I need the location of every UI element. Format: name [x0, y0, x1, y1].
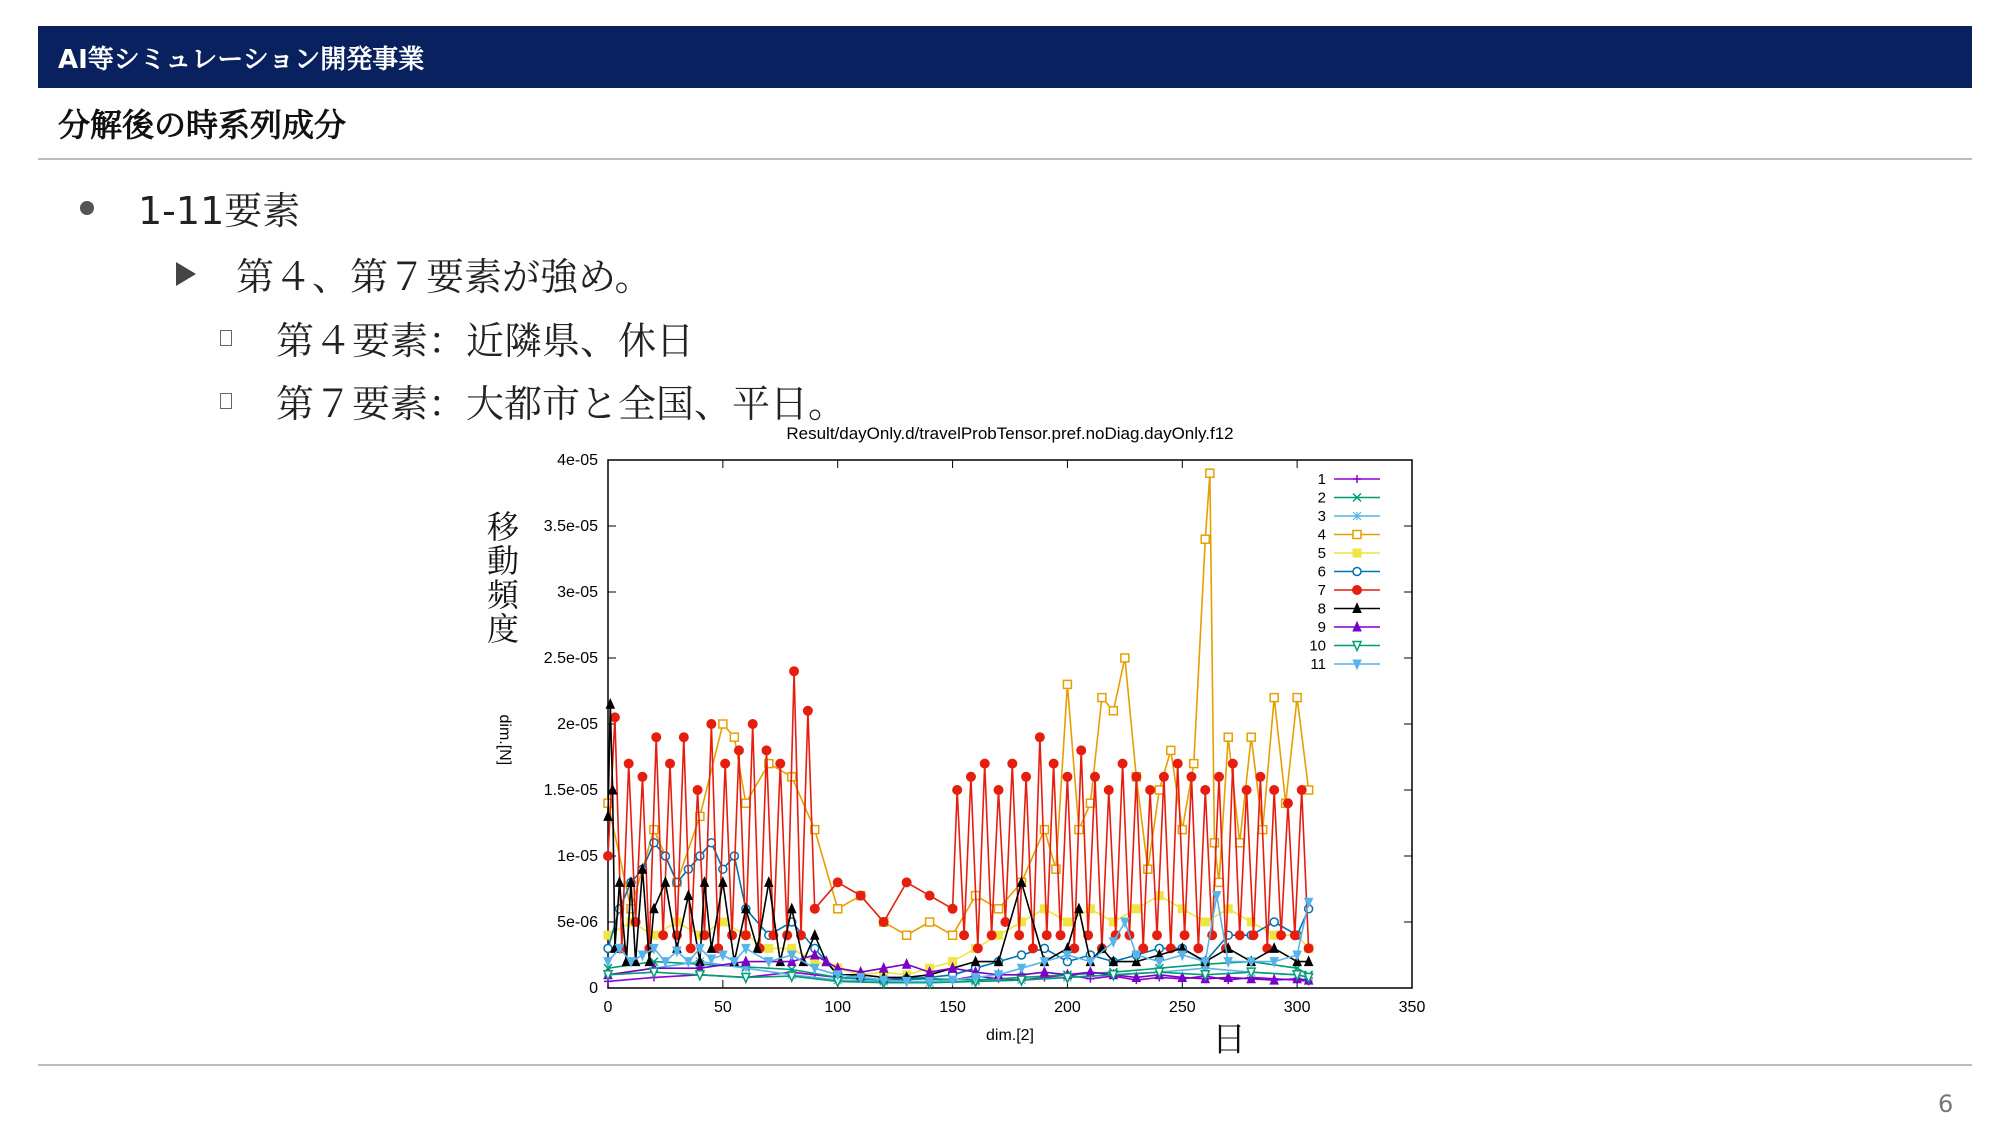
series-5-point [1063, 918, 1071, 926]
series-4-point [926, 918, 934, 926]
series-7-point [1153, 931, 1162, 940]
x-tick-label: 250 [1168, 999, 1196, 1016]
series-7-point [1090, 772, 1099, 781]
series-7-point [1008, 759, 1017, 768]
series-7-point [748, 720, 757, 729]
series-6-point [650, 839, 658, 847]
bullet-box-icon [220, 393, 232, 409]
x-tick-label: 50 [713, 999, 732, 1016]
series-4-point [1215, 878, 1223, 886]
series-7-point [1283, 799, 1292, 808]
legend-label: 9 [1317, 619, 1326, 636]
x-tick-label: 350 [1398, 999, 1426, 1016]
series-10-point [788, 972, 796, 981]
series-4-point [730, 733, 738, 741]
series-4-point [719, 720, 727, 728]
series-7-point [652, 733, 661, 742]
legend-label: 11 [1310, 656, 1326, 673]
series-7-point [1277, 931, 1286, 940]
series-7-point [1242, 786, 1251, 795]
series-4-point [1247, 733, 1255, 741]
series-7 [604, 667, 1314, 953]
series-7-point [686, 944, 695, 953]
series-7-point [790, 667, 799, 676]
x-axis-japanese-label: 日 [1212, 1020, 1246, 1060]
series-10-point [1017, 976, 1025, 985]
legend-swatch-marker [1353, 512, 1361, 520]
series-7-point [776, 759, 785, 768]
series-4-point [1109, 707, 1117, 715]
series-7-point [1077, 746, 1086, 755]
series-6-point [719, 865, 727, 873]
series-10-point [1063, 973, 1071, 982]
series-7-point [1015, 931, 1024, 940]
series-10 [604, 968, 1313, 988]
header-bar [38, 26, 1972, 88]
series-7-point [856, 891, 865, 900]
series-6-point [1017, 951, 1025, 959]
series-4-point [834, 905, 842, 913]
series-8-point [788, 904, 796, 913]
legend [1309, 471, 1380, 673]
legend-label: 5 [1317, 545, 1326, 562]
series-4-point [627, 905, 635, 913]
time-series-chart [470, 415, 1450, 1055]
series-6-point [1270, 918, 1278, 926]
series-7-point [1194, 944, 1203, 953]
legend-swatch-marker [1353, 531, 1361, 539]
chart-title: Result/dayOnly.d/travelProbTensor.pref.noDiag.dayOnly.f12 [786, 424, 1234, 443]
bullet-dot-icon [80, 201, 94, 215]
legend-label: 6 [1317, 563, 1326, 581]
legend-swatch-marker [1353, 549, 1361, 557]
series-8-point [615, 877, 623, 886]
x-tick-label: 100 [824, 999, 852, 1016]
header-title: AI等シミュレーション開発事業 [58, 44, 425, 75]
series-10-point [1247, 968, 1255, 977]
series-5-point [1132, 905, 1140, 913]
series-4-point [1201, 535, 1209, 543]
series-7-point [1056, 931, 1065, 940]
series-7-point [1022, 772, 1031, 781]
series-9-point [1086, 967, 1094, 976]
bullet-level2 [176, 246, 652, 301]
x-axis-label: dim.[2] [985, 1027, 1035, 1044]
series-4-point [1040, 826, 1048, 834]
series-7-point [741, 931, 750, 940]
series-7-point [1201, 786, 1210, 795]
series-7-point [1249, 931, 1258, 940]
series-7-point [953, 786, 962, 795]
series-7-point [734, 746, 743, 755]
series-7-point [1187, 772, 1196, 781]
y-tick-label: 1e-05 [557, 848, 598, 865]
page-number: 6 [1938, 1090, 1954, 1118]
legend-swatch-marker [1353, 475, 1361, 483]
series-7-point [902, 878, 911, 887]
series-7-point [980, 759, 989, 768]
footer-divider [38, 1064, 1972, 1066]
series-8-point [661, 877, 669, 886]
series-7-point [707, 720, 716, 729]
legend-swatch-marker [1353, 586, 1362, 595]
y-tick-label: 3e-05 [557, 584, 598, 601]
legend-label: 8 [1317, 600, 1326, 618]
series-5-point [765, 944, 773, 952]
series-4-point [995, 905, 1003, 913]
bullet-level1 [80, 180, 300, 235]
series-4-point [1098, 694, 1106, 702]
bullet-level3a-text: 第４要素：近隣県、休日 [276, 319, 695, 363]
series-4-point [1293, 694, 1301, 702]
series-7-point [879, 918, 888, 927]
series-7-point [1235, 931, 1244, 940]
series-4 [604, 469, 1313, 939]
series-4-point [1167, 746, 1175, 754]
y-tick-label: 4e-05 [557, 452, 598, 469]
series-7-point [1173, 759, 1182, 768]
legend-label: 3 [1317, 508, 1326, 525]
series-7-point [728, 931, 737, 940]
series-7-point [693, 786, 702, 795]
series-4-point [1155, 786, 1163, 794]
y-tick-label: 1.5e-05 [543, 782, 598, 799]
series-7-point [833, 878, 842, 887]
x-tick-label: 200 [1054, 999, 1081, 1016]
series-7-point [638, 772, 647, 781]
series-4-point [1144, 865, 1152, 873]
series-7-point [1035, 733, 1044, 742]
series-7-point [679, 733, 688, 742]
series-7-point [1297, 786, 1306, 795]
series-4-point [1270, 694, 1278, 702]
series-7-point [659, 931, 668, 940]
bullet-level1-text: 1-11要素 [138, 189, 301, 233]
series-7-point [1256, 772, 1265, 781]
series-7-point [762, 746, 771, 755]
series-7-point [1159, 772, 1168, 781]
series-7-point [1270, 786, 1279, 795]
series-5-point [1201, 918, 1209, 926]
series-7-point [966, 772, 975, 781]
series-7-point [1304, 944, 1313, 953]
series-4-point [1190, 760, 1198, 768]
series-4-point [949, 931, 957, 939]
series-11-point [638, 951, 646, 960]
series-7-point [1118, 759, 1127, 768]
y-axis-label: dim.[N] [496, 714, 513, 766]
series-9-point [903, 959, 911, 968]
x-tick-label: 300 [1283, 999, 1311, 1016]
series-4-point [1206, 469, 1214, 477]
y-tick-label: 2.5e-05 [543, 650, 598, 667]
series-10-point [696, 971, 704, 980]
bullet-level3b-text: 第７要素：大都市と全国、平日。 [276, 382, 847, 426]
series-7-point [1063, 772, 1072, 781]
series-7-point [1132, 772, 1141, 781]
series-7-point [604, 852, 613, 861]
series-8-point [684, 891, 692, 900]
series-7-point [1215, 772, 1224, 781]
series-7-point [994, 786, 1003, 795]
series-7-point [1180, 931, 1189, 940]
legend-label: 7 [1317, 582, 1326, 599]
series-8-point [811, 930, 819, 939]
page-title: 分解後の時系列成分 [58, 106, 347, 144]
series-6-point [604, 944, 612, 952]
series-7-point [948, 904, 957, 913]
bullet-level2-text: 第４、第７要素が強め。 [236, 255, 653, 299]
series-7-point [610, 713, 619, 722]
y-tick-label: 3.5e-05 [543, 518, 598, 535]
series-7-point [1104, 786, 1113, 795]
series-4-point [1121, 654, 1129, 662]
y-tick-label: 2e-05 [557, 716, 598, 733]
series-10-point [742, 973, 750, 982]
series-4-point [1236, 839, 1244, 847]
bullet-triangle-icon [176, 262, 196, 286]
series-7-point [1028, 944, 1037, 953]
series-7-point [803, 706, 812, 715]
x-tick-label: 150 [939, 999, 966, 1016]
legend-label: 1 [1317, 471, 1326, 488]
series-11-point [1109, 938, 1117, 947]
x-tick-label: 0 [603, 999, 613, 1016]
series-4-point [1210, 839, 1218, 847]
series-7-line [608, 671, 1309, 948]
legend-swatch-marker [1353, 568, 1361, 576]
bullet-box-icon [220, 330, 232, 346]
y-tick-label: 0 [589, 980, 598, 997]
series-7-point [973, 944, 982, 953]
legend-swatch-marker [1353, 642, 1361, 651]
series-7-point [1228, 759, 1237, 768]
series-9-point [1040, 967, 1048, 976]
series-4-point [903, 931, 911, 939]
legend-label: 2 [1317, 489, 1326, 507]
series-7-point [666, 759, 675, 768]
series-10-point [650, 968, 658, 977]
series-7-point [721, 759, 730, 768]
plot-frame [608, 460, 1412, 988]
series-7-point [810, 904, 819, 913]
series-4-point [1063, 680, 1071, 688]
title-divider [38, 158, 1972, 160]
series-7-point [925, 891, 934, 900]
series-4-point [742, 799, 750, 807]
series-7-point [624, 759, 633, 768]
series-7-point [1146, 786, 1155, 795]
series-7-point [1049, 759, 1058, 768]
series-4-point [1224, 733, 1232, 741]
legend-label: 4 [1317, 526, 1326, 544]
y-tick-label: 5e-06 [557, 914, 598, 931]
y-axis-japanese-label: 移動頻度 [482, 510, 520, 646]
legend-label: 10 [1309, 637, 1326, 655]
series-7-point [960, 931, 969, 940]
series-7-point [1290, 931, 1299, 940]
series-7-point [987, 931, 996, 940]
series-7-point [1042, 931, 1051, 940]
bullet-level3a [220, 310, 694, 365]
